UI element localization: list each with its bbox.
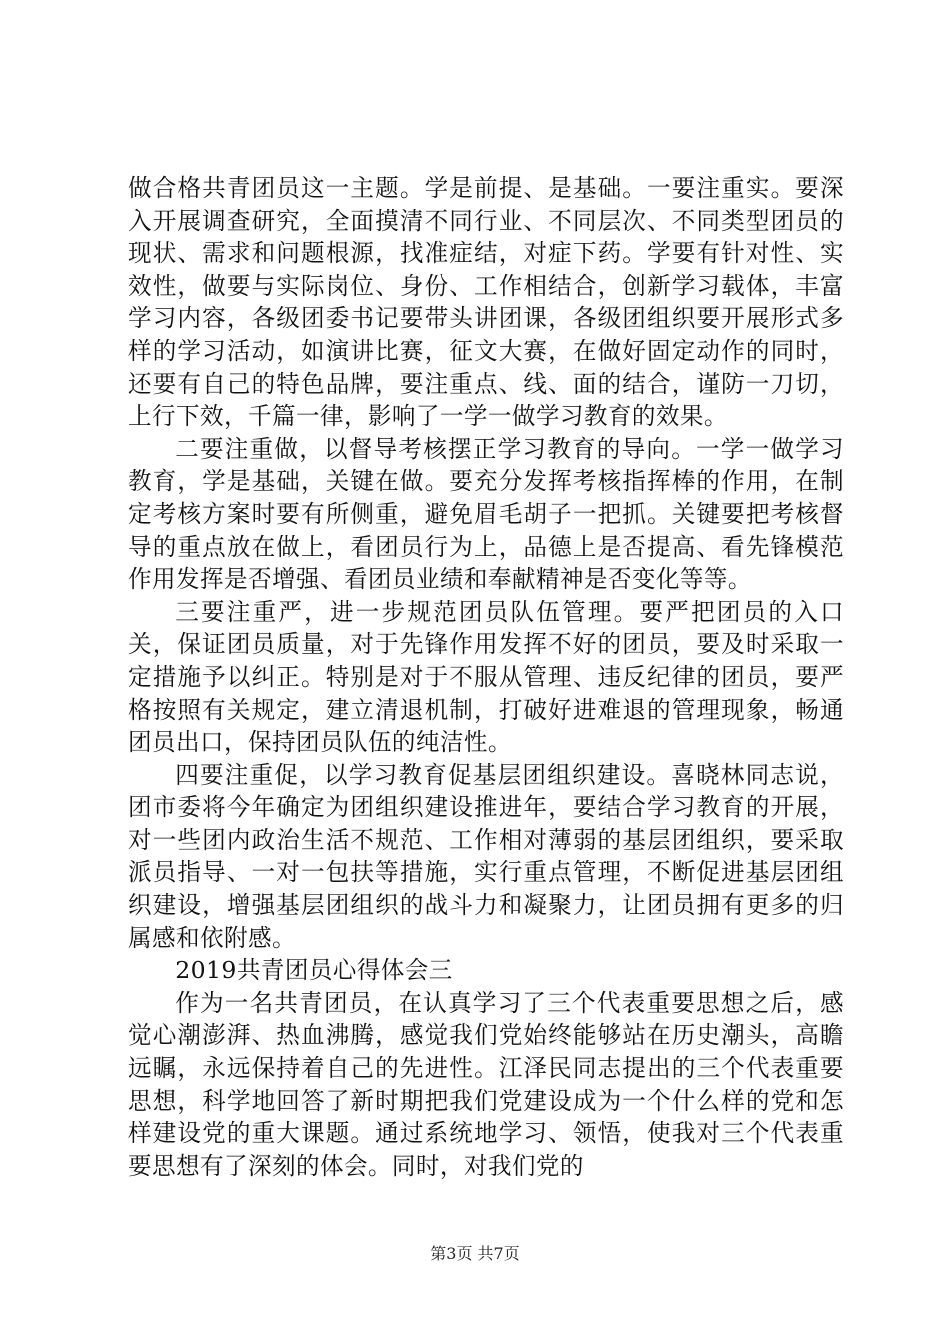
document-body [128,172,844,1182]
paragraph-three-represents: 作为一名共青团员，在认真学习了三个代表重要思想之后，感觉心潮澎湃、热血沸腾，感觉我们党始终能够站在历史潮头，高瞻远瞩，永远保持着自己的先进性。江泽民同志提出的三个代表重要思想，科学地回答了新时期把我们党建设成为一个什么样的党和怎样建设党的重大课题。通过系统地学习、领悟，使我对三个代表重要思想有了深刻的体会。同时，对我们党的 [128,988,844,1180]
paragraph-focus-strict: 三要注重严，进一步规范团员队伍管理。要严把团员的入口关，保证团员质量，对于先锋作用发挥不好的团员，要及时采取一定措施予以纠正。特别是对于不服从管理、违反纪律的团员，要严格按照有关规定，建立清退机制，打破好进难退的管理现象，畅通团员出口，保持团员队伍的纯洁性。 [128,597,844,757]
paragraph-focus-promote: 四要注重促，以学习教育促基层团组织建设。喜晓林同志说，团市委将今年确定为团组织建设推进年，要结合学习教育的开展，对一些团内政治生活不规范、工作相对薄弱的基层团组织，要采取派员指导、一对一包扶等措施，实行重点管理，不断促进基层团组织建设，增强基层团组织的战斗力和凝聚力，让团员拥有更多的归属感和依附感。 [128,760,844,952]
page-footer: 第3页 共7页 [430,1244,520,1263]
section-heading: 2019共青团员心得体会三 [175,956,453,985]
paragraph-focus-doing: 二要注重做，以督导考核摆正学习教育的导向。一学一做学习教育，学是基础，关键在做。要充分发挥考核指挥棒的作用，在制定考核方案时要有所侧重，避免眉毛胡子一把抓。关键要把考核督导的重点放在做上，看团员行为上，品德上是否提高、看先锋模范作用发挥是否增强、看团员业绩和奉献精神是否变化等等。 [128,434,844,594]
paragraph-study-first: 做合格共青团员这一主题。学是前提、是基础。一要注重实。要深入开展调查研究，全面摸清不同行业、不同层次、不同类型团员的现状、需求和问题根源，找准症结，对症下药。学要有针对性、实效性，做要与实际岗位、身份、工作相结合，创新学习载体，丰富学习内容，各级团委书记要带头讲团课，各级团组织要开展形式多样的学习活动，如演讲比赛，征文大赛，在做好固定动作的同时，还要有自己的特色品牌，要注重点、线、面的结合，谨防一刀切，上行下效，千篇一律，影响了一学一做学习教育的效果。 [128,174,844,431]
